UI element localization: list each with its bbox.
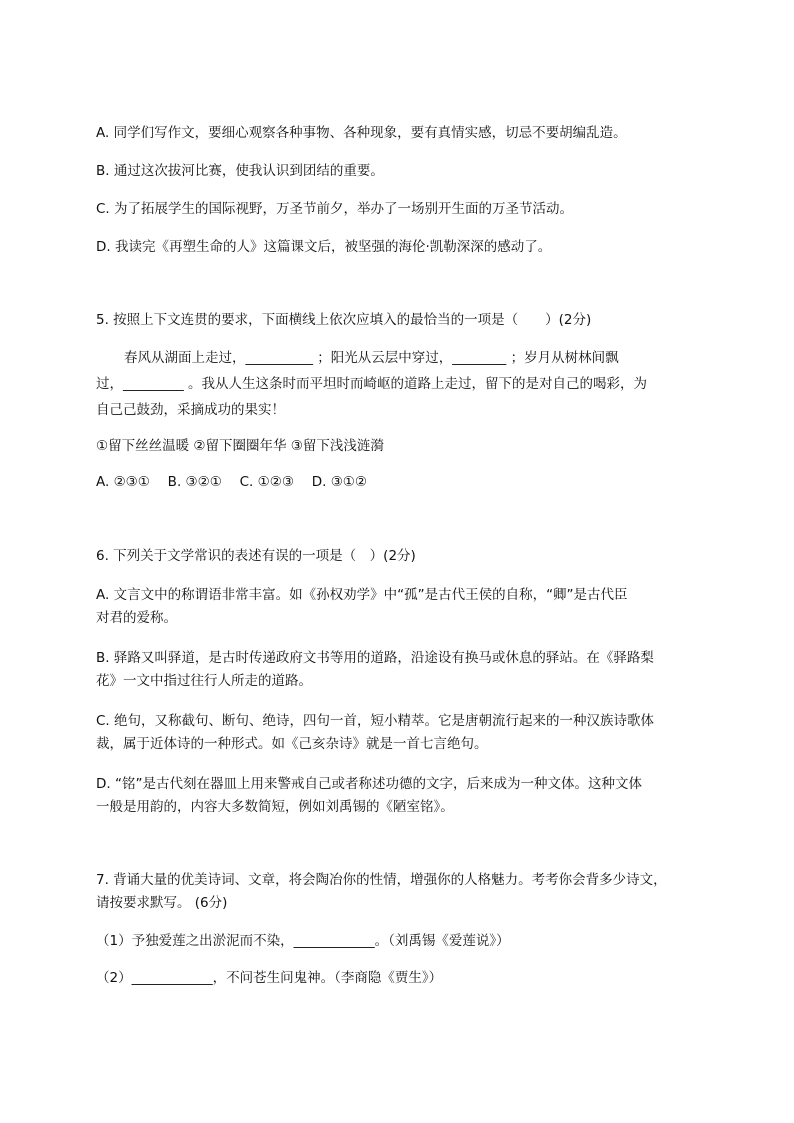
q6-option-b-line-1: B. 驿路又叫驿道，是古时传递政府文书等用的道路，沿途设有换马或休息的驿站。在《驿路梨: [96, 650, 654, 666]
q5-choices: ①留下丝丝温暖 ②留下圈圈年华 ③留下浅浅涟漪: [96, 438, 384, 454]
q6-option-a-line-1: A. 文言文中的称谓语非常丰富。如《孙权劝学》中“孤”是古代王侯的自称，“卿”是古代臣: [96, 587, 628, 603]
q6-option-c-line-2: 裁，属于近体诗的一种形式。如《己亥杂诗》就是一首七言绝句。: [96, 736, 488, 752]
q7-question-line-1: 7. 背诵大量的优美诗词、文章，将会陶冶你的性情，增强你的人格魅力。考考你会背多少诗文，: [96, 872, 667, 888]
q6-question: 6. 下列关于文学常识的表述有误的一项是（ ）(2分): [96, 548, 416, 564]
q6-option-b-line-2: 花》一文中指过往行人所走的道路。: [96, 673, 312, 689]
q4-option-d: D. 我读完《再塑生命的人》这篇课文后，被坚强的海伦·凯勒深深的感动了。: [96, 239, 552, 255]
q5-passage-line-1: 春风从湖面上走过，__________ ；阳光从云层中穿过，________ ；岁月从树林间飘: [124, 350, 619, 366]
q5-passage-line-3: 自己己鼓劲，采摘成功的果实！: [96, 402, 285, 418]
q6-option-c-line-1: C. 绝句，又称截句、断句、绝诗，四句一首，短小精萃。它是唐朝流行起来的一种汉族诗歌体: [96, 713, 655, 729]
q4-option-a: A. 同学们写作文，要细心观察各种事物、各种现象，要有真情实感，切忌不要胡编乱造。: [96, 125, 627, 141]
q7-item-2: （2）____________，不问苍生问鬼神。（李商隐《贾生》）: [96, 970, 443, 986]
q7-question-line-2: 请按要求默写。 (6分): [96, 895, 228, 911]
q6-option-d-line-2: 一般是用韵的，内容大多数简短，例如刘禹锡的《陋室铭》。: [96, 799, 454, 815]
q7-item-1: （1）予独爱莲之出淤泥而不染，____________。（刘禹锡《爱莲说》）: [96, 933, 510, 949]
q6-option-a-line-2: 对君的爱称。: [96, 610, 177, 626]
q4-option-c: C. 为了拓展学生的国际视野，万圣节前夕，举办了一场别开生面的万圣节活动。: [96, 201, 574, 217]
q4-option-b: B. 通过这次拔河比赛，使我认识到团结的重要。: [96, 163, 384, 179]
q5-answers: A. ②③① B. ③②① C. ①②③ D. ③①②: [96, 474, 368, 490]
q5-passage-line-2: 过，_________ 。我从人生这条时而平坦时而崎岖的道路上走过，留下的是对自己的喝彩，为: [96, 376, 648, 392]
q5-question: 5. 按照上下文连贯的要求，下面横线上依次应填入的最恰当的一项是（ ）(2分): [96, 312, 592, 328]
q6-option-d-line-1: D. “铭”是古代刻在器皿上用来警戒自己或者称述功德的文字，后来成为一种文体。这种文体: [96, 776, 642, 792]
